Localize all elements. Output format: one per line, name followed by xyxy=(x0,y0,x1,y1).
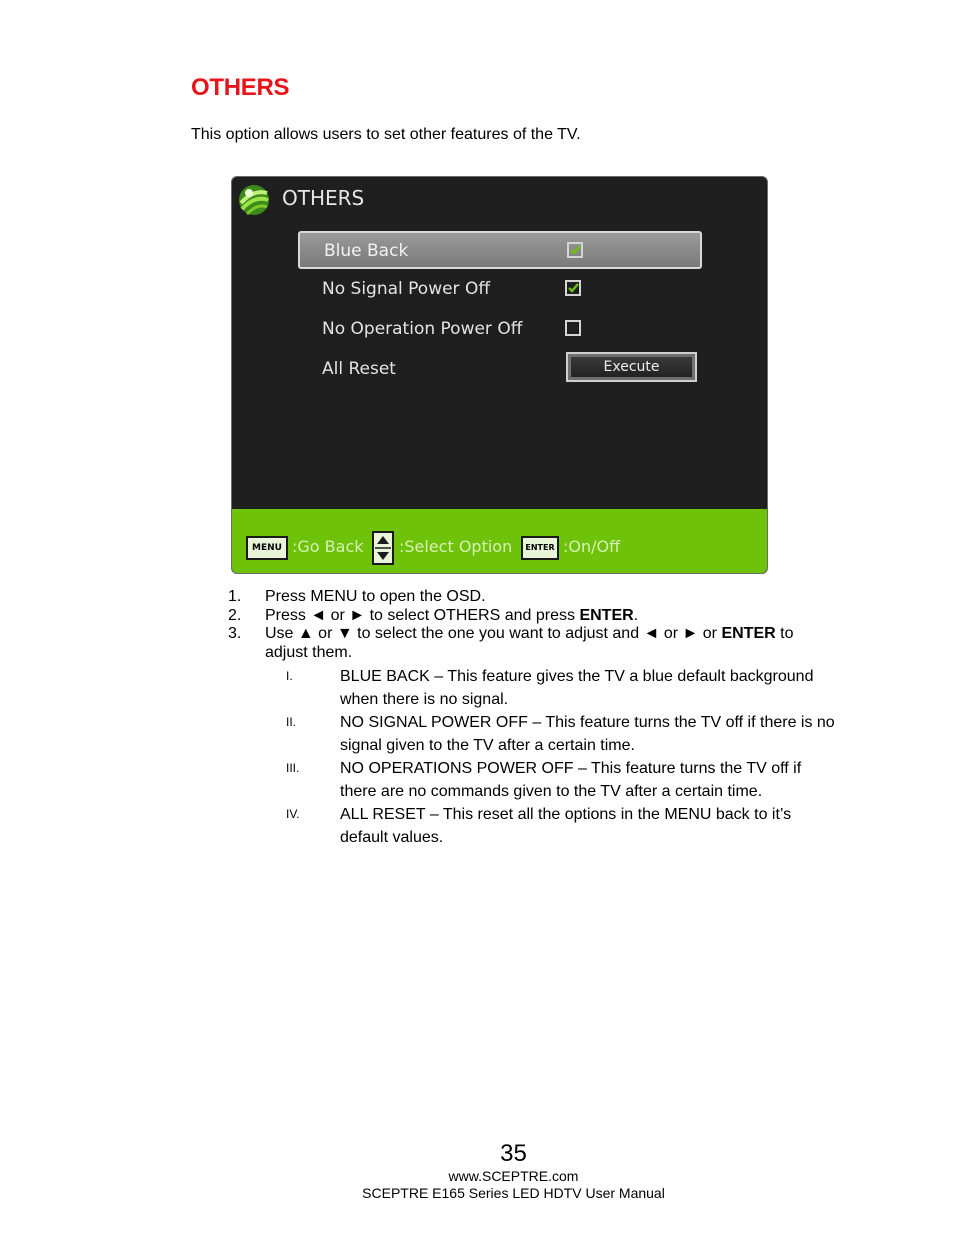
step-key: ENTER xyxy=(721,625,776,642)
osd-item-label: Blue Back xyxy=(324,241,409,261)
osd-item-label: All Reset xyxy=(322,359,396,379)
checkbox-checked-icon[interactable] xyxy=(567,242,583,258)
sub-item-text: NO SIGNAL POWER OFF – This feature turns the TV off if there is no signal given to the TV after a certain time. xyxy=(340,714,835,754)
step-text: Press MENU to open the OSD. xyxy=(265,588,486,605)
execute-button-label: Execute xyxy=(571,357,692,377)
osd-item-all-reset[interactable] xyxy=(298,351,702,389)
menu-key-icon: MENU xyxy=(246,536,288,560)
go-back-hint: :Go Back xyxy=(292,537,364,556)
roman-numeral: IV. xyxy=(286,807,300,821)
step-number: 1. xyxy=(228,588,242,605)
enter-key-icon: ENTER xyxy=(521,536,559,560)
sub-item-text: NO OPERATIONS POWER OFF – This feature turns the TV off if there are no commands given to the TV after a certain time. xyxy=(340,760,802,800)
osd-title: OTHERS xyxy=(282,186,365,210)
sub-item-text: BLUE BACK – This feature gives the TV a blue default background when there is no signal. xyxy=(340,668,814,708)
sub-list-item xyxy=(228,665,838,711)
step-text: Use ▲ or ▼ to select the one you want to adjust and ◄ or ► or xyxy=(265,625,722,642)
sub-list-item xyxy=(228,757,838,803)
osd-item-blue-back[interactable] xyxy=(298,231,702,269)
osd-item-label: No Signal Power Off xyxy=(322,279,491,299)
osd-item-label: No Operation Power Off xyxy=(322,319,523,339)
execute-button[interactable] xyxy=(566,352,697,382)
sceptre-logo-icon xyxy=(237,183,271,217)
sub-list-item xyxy=(228,711,838,757)
osd-footer xyxy=(232,509,767,574)
step-text-end: . xyxy=(633,606,639,624)
list-item xyxy=(228,607,838,626)
section-heading: OTHERS xyxy=(191,74,290,101)
step-text-end: to adjust them. xyxy=(265,625,794,661)
step-text: Press ◄ or ► to select OTHERS and press xyxy=(265,606,580,624)
roman-numeral: II. xyxy=(286,715,297,729)
checkbox-unchecked-icon[interactable] xyxy=(565,320,581,336)
list-item xyxy=(228,625,838,662)
roman-numeral: I. xyxy=(286,669,293,683)
step-key: ENTER xyxy=(579,606,634,624)
website-link: www.SCEPTRE.com xyxy=(448,1168,579,1184)
select-option-hint: :Select Option xyxy=(399,537,513,556)
up-down-arrows-icon xyxy=(372,531,394,565)
osd-screenshot xyxy=(231,176,768,574)
instruction-list xyxy=(228,588,838,849)
step-number: 2. xyxy=(228,606,242,624)
list-item xyxy=(228,588,838,607)
step-number: 3. xyxy=(228,625,242,642)
checkbox-checked-icon[interactable] xyxy=(565,280,581,296)
osd-item-no-signal-power-off[interactable] xyxy=(298,271,702,309)
page-number: 35 xyxy=(500,1140,527,1167)
osd-title-bar xyxy=(232,177,767,221)
sub-list-item xyxy=(228,803,838,849)
osd-item-no-operation-power-off[interactable] xyxy=(298,311,702,349)
roman-numeral: III. xyxy=(286,761,300,775)
sub-item-text: ALL RESET – This reset all the options in the MENU back to it’s default values. xyxy=(340,806,792,846)
on-off-hint: :On/Off xyxy=(563,537,621,556)
intro-text: This option allows users to set other features of the TV. xyxy=(191,126,581,143)
manual-title: SCEPTRE E165 Series LED HDTV User Manual xyxy=(362,1185,665,1201)
